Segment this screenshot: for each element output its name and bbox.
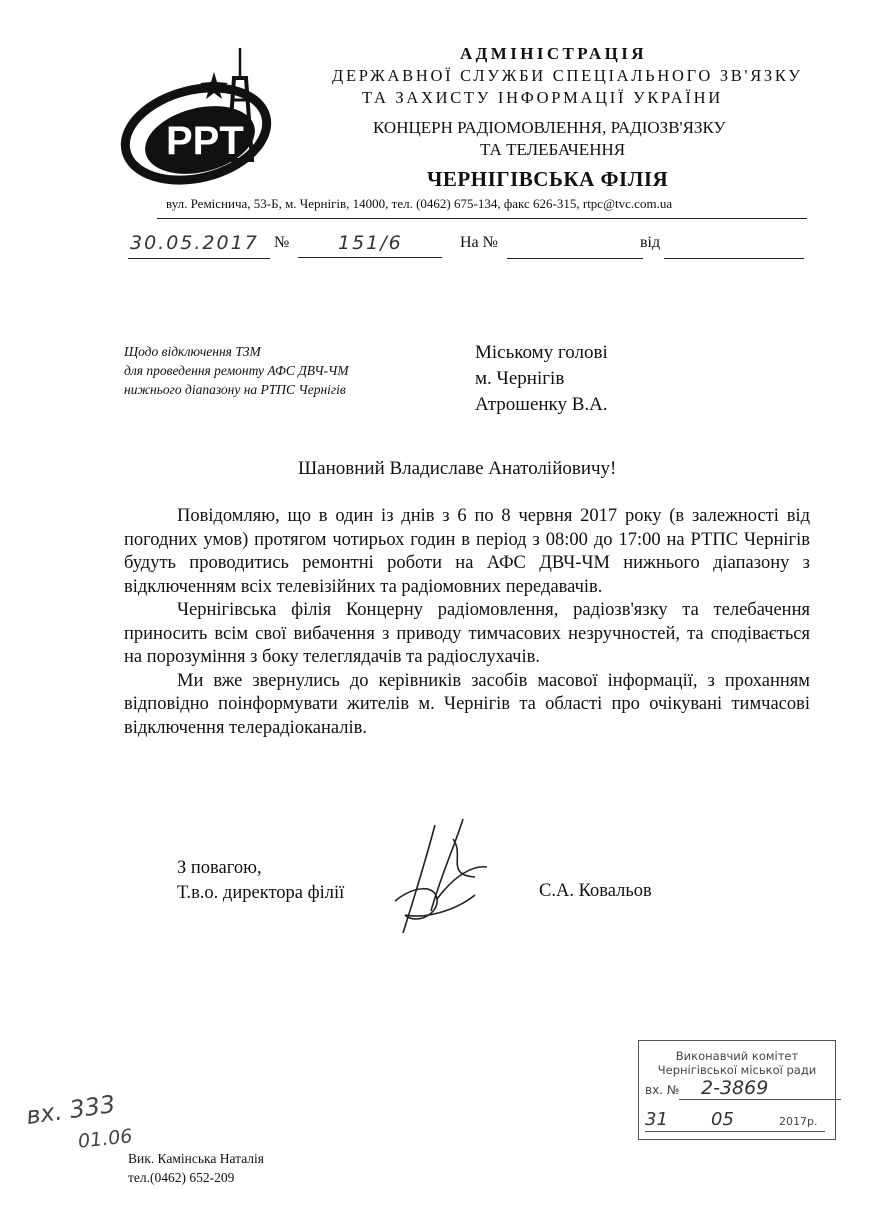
- stamp-day: 31: [645, 1109, 668, 1130]
- addressee-line-3: Атрошенку В.А.: [475, 394, 608, 415]
- concern-line-2: ТА ТЕЛЕБАЧЕННЯ: [480, 140, 626, 159]
- signer-position: Т.в.о. директора філії: [177, 883, 345, 903]
- subject-block: [124, 342, 349, 399]
- margin-note-1: вх. 333: [24, 1089, 117, 1131]
- subject-line-1: Щодо відключення ТЗМ: [124, 344, 261, 359]
- executor-name: Вик. Камінська Наталія: [128, 1151, 265, 1166]
- admin-title: АДМІНІСТРАЦІЯ: [460, 44, 647, 63]
- reply-label: На №: [460, 234, 498, 251]
- stamp-line-1: Виконавчий комітет: [675, 1049, 799, 1063]
- greeting: Шановний Владиславе Анатолійовичу!: [298, 458, 617, 479]
- header-divider: [157, 218, 807, 219]
- regards-text: З повагою,: [177, 858, 262, 878]
- stamp-year: 2017р.: [779, 1115, 818, 1128]
- registration-stamp: [638, 1040, 836, 1140]
- address-line: вул. Ремісничa, 53-Б, м. Чернігів, 14000, тел. (0462) 675-134, факс 626-315, rtpc@tvc.com.ua: [166, 196, 673, 211]
- addressee-line-2: м. Чернігів: [475, 368, 565, 389]
- subject-line-3: нижнього діапазону на РТПС Чернігів: [124, 382, 346, 397]
- executor-block: [128, 1149, 264, 1187]
- number-label: №: [274, 234, 290, 251]
- from-label: від: [640, 234, 661, 251]
- addressee-line-1: Міському голові: [475, 342, 608, 363]
- signature-left: [177, 856, 344, 906]
- gov-line-2: ТА ЗАХИСТУ ІНФОРМАЦІЇ УКРАЇНИ: [362, 88, 723, 107]
- paragraph-1: Повідомляю, що в один із днів з 6 по 8 червня 2017 року (в залежності від погодних умов) протягом чотирьох годин в період з 08:00 до 17:00 на РТПС Чернігів будуть проводитись ремонтні роботи на АФС ДВЧ-ЧМ нижнього діапазону з відключенням всіх телевізійних та радіомовних передавачів.: [124, 506, 810, 597]
- executor-phone: тел.(0462) 652-209: [128, 1170, 235, 1185]
- date-field: 30.05.2017: [128, 232, 270, 259]
- from-date-field: [664, 232, 804, 259]
- margin-note-2: 01.06: [76, 1125, 134, 1153]
- number-field: 151/6: [298, 232, 442, 258]
- stamp-line-2: Чернігівської міської ради: [657, 1063, 817, 1077]
- branch-title: ЧЕРНІГІВСЬКА ФІЛІЯ: [427, 167, 669, 191]
- signer-name: С.А. Ковальов: [539, 881, 652, 901]
- reply-number-field: [507, 232, 643, 259]
- handwritten-signature: [375, 815, 515, 955]
- stamp-date-line: [645, 1131, 825, 1132]
- stamp-month: 05: [711, 1109, 734, 1130]
- svg-text:PPT: PPT: [166, 119, 244, 163]
- paragraph-3: Ми вже звернулись до керівників засобів масової інформації, з проханням відповідно поінформувати жителів м. Чернігів та області про очікувані тимчасові відключення телерадіоканалів.: [124, 670, 810, 738]
- subject-line-2: для проведення ремонту АФС ДВЧ-ЧМ: [124, 363, 349, 378]
- paragraph-2: Чернігівська філія Концерну радіомовлення, радіозв'язку та телебачення приносить всім свої вибачення з приводу тимчасових незручностей, та сподівається на порозуміння з боку телеглядачів та радіослухачів.: [124, 600, 810, 667]
- concern-line-1: КОНЦЕРН РАДІОМОВЛЕННЯ, РАДІОЗВ'ЯЗКУ: [373, 118, 726, 137]
- company-logo: [118, 42, 286, 204]
- letter-body: [124, 505, 810, 740]
- stamp-in-label: вх. №: [645, 1083, 680, 1097]
- gov-line-1: ДЕРЖАВНОЇ СЛУЖБИ СПЕЦІАЛЬНОГО ЗВ'ЯЗКУ: [332, 66, 803, 85]
- stamp-in-number: 2-3869: [679, 1077, 841, 1100]
- addressee-block: [475, 340, 608, 418]
